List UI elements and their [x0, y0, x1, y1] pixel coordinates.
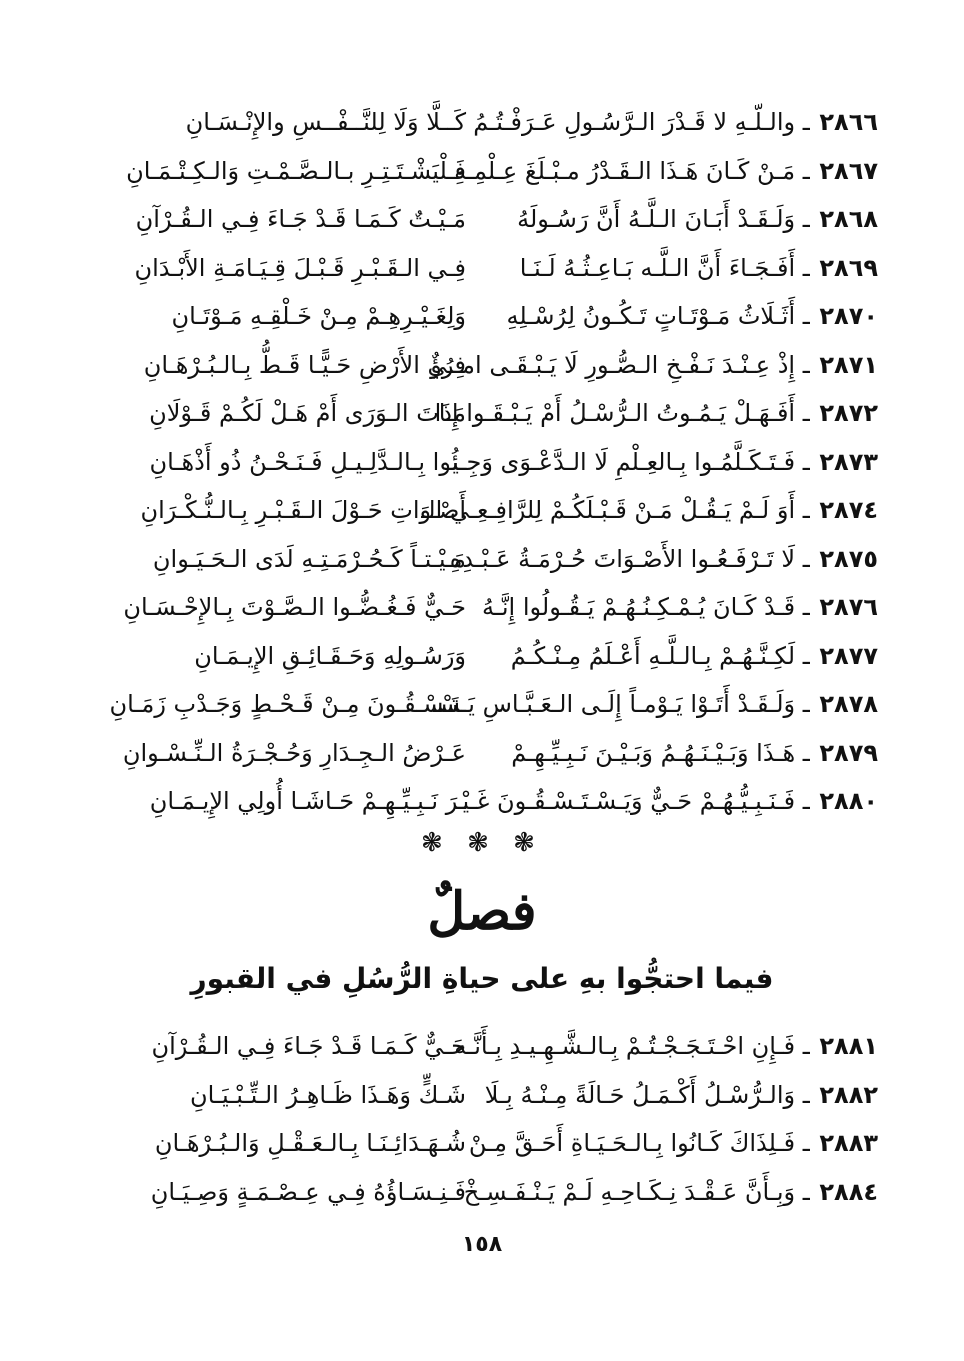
page-number: ١٥٨: [461, 1232, 503, 1257]
verse-first-hemistich: [421, 496, 878, 525]
verse-first-text: فَـلِذَاكَ كَـانُوا بِـالـحَـيَـاةِ أَحَـقَّ مِـنْ: [468, 1129, 796, 1158]
verse-second-hemistich: وَلِغَـيْـرِهِـمْ مِـنْ خَـلْقِـهِ مَـوْتَـانِ: [171, 302, 466, 331]
verse-first-hemistich: [454, 1032, 878, 1061]
verse-line: [86, 1022, 878, 1071]
verse-first-hemistich: [498, 205, 878, 233]
verse-first-text: وَلَـقَـدْ أَتَـوْا يَـوْمـاً إِلَـى الـعَـبَّـاسِ يَـسْـ: [432, 690, 796, 719]
verse-first-hemistich: [434, 399, 878, 428]
verse-first-hemistich: [473, 108, 878, 137]
verse-first-text: أَثَـلَاثُ مَـوْتَـاتٍ تَـكُـونُ لِرُسْـلِهِ: [506, 302, 796, 331]
verse-first-text: وَبِـأَنَّ عَـقْـدَ نِـكَـاحِـهِ لَـمْ يَـنْـفَـسِـخْ: [463, 1177, 796, 1206]
verse-number-dash: ـ: [795, 302, 818, 331]
verse-number: ٢٨٧٧: [819, 641, 878, 670]
verse-number: ٢٨٨١: [819, 1032, 878, 1061]
verse-second-hemistich: وَرَسُـولِهِ وَحَـقَـائِـقِ الإِيـمَـانِ: [194, 641, 466, 670]
verse-second-hemistich: مَـاتَ الـوَرَى أَمْ هَـلْ لَكُـمْ قَـوْلَانِ: [149, 399, 466, 428]
verse-number: ٢٨٧٦: [819, 593, 878, 622]
verse-line: [86, 341, 878, 390]
verse-line: [86, 195, 878, 244]
verse-second-hemistich: فَـنِـسَـاؤُهُ فِـي عِـصْـمَـةٍ وَصِـيَـانِ: [150, 1177, 466, 1206]
verse-number-dash: ـ: [795, 690, 818, 719]
verse-number: ٢٨٦٩: [819, 253, 878, 282]
verse-first-hemistich: [498, 302, 878, 330]
verse-first-hemistich: [454, 156, 878, 185]
verse-number-dash: ـ: [795, 593, 818, 622]
verse-number: ٢٨٧٠: [819, 302, 878, 331]
verse-first-text: فَـتَـكَـلَّمُـوا بِـالعِـلْمِ لَا الـدَّعْـوَى وَجِـيـ: [445, 447, 796, 476]
verse-line: [86, 777, 878, 826]
verse-first-text: إِذْ عِـنْـدَ نَـفْـخِ الـصُّـورِ لَا يَـبْـقَـى امـرُؤٌ: [430, 350, 796, 379]
section-subtitle: فيما احتجُّوا بهِ على حياةِ الرُّسُلِ في القبورِ: [190, 962, 774, 995]
verse-first-hemistich: [430, 350, 878, 379]
verse-number-dash: ـ: [795, 787, 818, 816]
verse-number-dash: ـ: [795, 205, 818, 234]
verse-block-1: [86, 98, 878, 826]
verse-line: [86, 535, 878, 584]
verse-second-hemistich: فِـي الأَرْضِ حَـيًّـا قَـطُّ بِـالـبُـرْهَـانِ: [143, 350, 466, 379]
verse-number-dash: ـ: [795, 641, 818, 670]
verse-line: [86, 389, 878, 438]
verse-first-text: أَفَـهَـلْ يَـمُـوتُ الـرُّسْـلُ أَمْ يَـبْـقَـوا إِذَا: [434, 399, 796, 428]
section-separator: ❃ ❃ ❃: [421, 828, 543, 858]
verse-second-hemistich: كَــلَّا وَلَا لِلنَّــفْــسِ والإِنْـسَـانِ: [185, 108, 466, 137]
verse-number-dash: ـ: [795, 1080, 818, 1109]
verse-number: ٢٨٧٩: [819, 738, 878, 767]
verse-line: [86, 486, 878, 535]
verse-first-text: لَكِـنَّـهُـمْ بِـالـلَّـهِ أَعْـلَمُ مِـنْـكُـمُ: [510, 641, 796, 670]
verse-first-hemistich: [481, 593, 878, 622]
verse-number-dash: ـ: [795, 156, 818, 185]
verse-first-text: هَـذَا وَبَـيْـنَـهُـمُ وَبَـيْـنَ نَـبِـيِّـهِـمْ: [511, 738, 796, 767]
verse-number: ٢٨٨٢: [819, 1080, 878, 1109]
verse-first-hemistich: [432, 690, 878, 719]
verse-first-text: قَـدْ كَـانَ يُـمْـكِـنُـهُـمْ يَـقُـولُوا إِنَّـهُ: [481, 593, 796, 622]
verse-second-hemistich: مَـيْـتٌ كَـمَـا قَـدْ جَـاءَ فِـي الـقُـرْآنِ: [135, 205, 466, 234]
verse-first-text: أَفَـجَـاءَ أَنَّ الـلَّـه بَـاعِـثُـهُ لَـنَـا: [519, 253, 796, 282]
verse-number-dash: ـ: [795, 1032, 818, 1061]
verse-first-text: وَلَـقَـدْ أَبَـانَ الـلَّـهُ أَنَّ رَسُـولَهُ: [517, 205, 796, 234]
verse-first-text: لَا تَـرْفَـعُـوا الأَصْـوَاتَ حُـرْمَـةُ عَـبْـدِهِ: [449, 544, 796, 573]
verse-number-dash: ـ: [795, 738, 818, 767]
verse-number: ٢٨٨٣: [819, 1129, 878, 1158]
verse-number: ٢٨٧٢: [819, 399, 878, 428]
verse-line: [86, 438, 878, 487]
verse-line: [86, 583, 878, 632]
verse-number: ٢٨٧٤: [819, 496, 878, 525]
verse-first-hemistich: [463, 1177, 878, 1206]
verse-second-hemistich: مَـيْـتـاً كَـحُـرْمَـتِـهِ لَدَى الـحَـيَـوانِ: [152, 544, 466, 573]
verse-second-hemistich: شُـهَـدَائِـنَـا بِـالـعَـقْـلِ وَالـبُـرْهَـانِ: [154, 1129, 466, 1158]
verse-number-dash: ـ: [795, 350, 818, 379]
verse-second-hemistich: فَـلْيَشْـتَـتِـرِ بـالـصَّـمْـتِ وَالـكِـتْـمَـانِ: [126, 156, 466, 185]
verse-first-text: أَوَ لَـمْ يَـقُـلْ مَـنْ قَـبْـلَكُـمْ لِلرَّافِـعِـي الـ: [421, 496, 796, 525]
verse-second-hemistich: شَـكٍّ وَهَـذَا ظَـاهِـرُ الـتِّـبْـيَـانِ: [190, 1080, 466, 1109]
verse-number: ٢٨٨٠: [819, 787, 878, 816]
verse-number: ٢٨٦٦: [819, 108, 878, 137]
verse-number-dash: ـ: [795, 1129, 818, 1158]
verse-first-text: فَـإِنِ احْـتَـجَـجْـتُـمْ بِـالـشَّـهِـيـدِ بِـأَنَّـه: [454, 1032, 796, 1061]
verse-line: [86, 632, 878, 681]
verse-number-dash: ـ: [795, 544, 818, 573]
verse-first-hemistich: [484, 1080, 878, 1109]
verse-line: [86, 292, 878, 341]
verse-second-hemistich: أَصْـوَاتِ حَـوْلَ الـقَـبْـرِ بِـالـنُّـكْـرَانِ: [140, 496, 466, 525]
verse-first-hemistich: [498, 739, 878, 767]
verse-number-dash: ـ: [795, 496, 818, 525]
verse-first-hemistich: [449, 544, 878, 573]
verse-line: [86, 98, 878, 147]
verse-block-2: [86, 1022, 878, 1216]
verse-first-text: والـلّـهِ لا قَـدْرَ الـرَّسُـولِ عَـرَفْـتُـمُ: [473, 108, 796, 137]
verse-number-dash: ـ: [795, 399, 818, 428]
verse-number-dash: ـ: [795, 447, 818, 476]
verse-first-text: مَـنْ كَـانَ هَـذَا الـقَـدْرُ مـبْـلَغَ عِـلْمِـهِ: [454, 156, 796, 185]
verse-first-text: فَـنَـبِـيُّـهُـمْ حَـيٌّ وَيَـسْـتَـسْـقُـونَ غَـيْـ: [455, 787, 796, 816]
verse-number: ٢٨٦٨: [819, 205, 878, 234]
verse-line: [86, 1119, 878, 1168]
verse-second-hemistich: عَـرْضُ الـجِـدَارِ وَحُـجْـرَةُ الـنِّـسْـوانِ: [122, 738, 466, 767]
verse-second-hemistich: حَـيٌّ كَـمَـا قَـدْ جَـاءَ فِـي الـقُـرْآنِ: [151, 1032, 466, 1061]
verse-number: ٢٨٧١: [819, 350, 878, 379]
verse-line: [86, 729, 878, 778]
section-title: فصلٌ: [427, 881, 537, 942]
verse-number: ٢٨٧٨: [819, 690, 878, 719]
verse-second-hemistich: ـرَ نَـبِـيِّـهِـمْ حَـاشَـا أُولِي الإِيـمَـانِ: [149, 787, 466, 816]
verse-second-hemistich: ـئُوا بِـالـدَّلِـيـلِ فَـنَـحْـنُ ذُو أَذْهَـانِ: [149, 447, 466, 476]
verse-first-hemistich: [498, 642, 878, 670]
verse-number-dash: ـ: [795, 1177, 818, 1206]
verse-second-hemistich: ـتَـسْـقُـونَ مِـنْ قَـحْـطٍ وَجَـدْبِ زَمَـانِ: [109, 690, 466, 719]
verse-first-hemistich: [455, 787, 878, 816]
verse-first-hemistich: [498, 254, 878, 282]
verse-number: ٢٨٨٤: [819, 1177, 878, 1206]
verse-first-hemistich: [468, 1129, 878, 1158]
verse-second-hemistich: فِـي الـقَـبْـرِ قَـبْـلَ قِـيَـامَـةِ الأَبْـدَانِ: [134, 253, 466, 282]
verse-second-hemistich: حَـيٌّ فَـغُـضُّـوا الـصَّـوْتَ بِـالإِحْـسَـانِ: [123, 593, 466, 622]
verse-number-dash: ـ: [795, 253, 818, 282]
verse-line: [86, 680, 878, 729]
verse-line: [86, 244, 878, 293]
verse-line: [86, 147, 878, 196]
verse-line: [86, 1071, 878, 1120]
verse-line: [86, 1168, 878, 1217]
verse-number: ٢٨٧٣: [819, 447, 878, 476]
verse-first-hemistich: [445, 447, 878, 476]
verse-number: ٢٨٦٧: [819, 156, 878, 185]
verse-first-text: وَالـرُّسْـلُ أَكْـمَـلُ حَـالَةً مِـنْـهُ بِـلَا: [484, 1080, 796, 1109]
verse-number: ٢٨٧٥: [819, 544, 878, 573]
verse-number-dash: ـ: [795, 108, 818, 137]
